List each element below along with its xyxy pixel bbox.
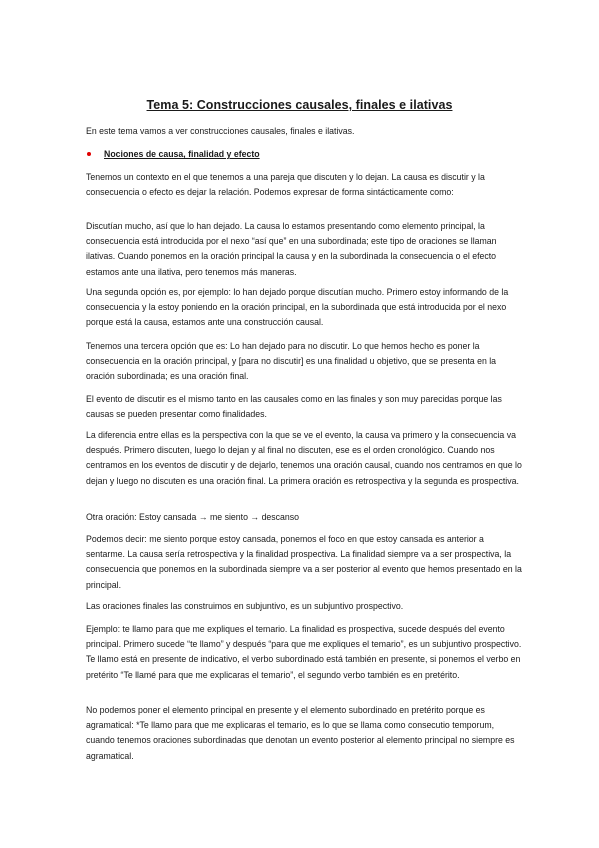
paragraph-final: Tenemos una tercera opción que es: Lo han dejado para no discutir. Lo que hemos hecho es poner la consecuencia en la oración principal, y [para no discutir] es una finalidad u objetivo, que se presenta en la oración subordinada; es una oración final. xyxy=(86,341,497,382)
paragraph-consecutio: No podemos poner el elemento principal en presente y el elemento subordinado en pretérito porque es agramatical: *Te llamo para que me explicaras el temario, es lo que se llama como consecutio temporum, cuando tenemos oraciones subordinadas que denotan un evento posterior al elemento principal no siempre es agramatical. xyxy=(86,705,515,761)
paragraph-subjuntivo: Las oraciones finales las construimos en subjuntivo, es un subjuntivo prospectivo. xyxy=(86,601,404,611)
paragraph-ejemplo: Ejemplo: te llamo para que me expliques el temario. La finalidad es prospectiva, sucede después del evento principal. Primero sucede “te llamo” y después “para que me expliques el temario”, es un subjuntivo prospectivo. Te llamo está en presente de indicativo, el verbo subordinado está también en presente, si ponemos el verbo en pretérito “Te llamé para que me explicaras el temario”, el segundo verbo también es en pretérito. xyxy=(86,624,522,680)
intro-paragraph: En este tema vamos a ver construcciones causales, finales e ilativas. xyxy=(86,126,355,136)
page-title: Tema 5: Construcciones causales, finales e ilativas xyxy=(146,98,453,112)
bullet-heading xyxy=(86,146,522,162)
paragraph-evento: El evento de discutir es el mismo tanto en las causales como en las finales y son muy parecidas porque las causas se pueden presentar como finalidades. xyxy=(86,394,502,420)
paragraph-context: Tenemos un contexto en el que tenemos a una pareja que discuten y lo dejan. La causa es discutir y la consecuencia o efecto es dejar la relación. Podemos expresar de forma sintácticamente como: xyxy=(86,172,485,198)
paragraph-podemos-decir: Podemos decir: me siento porque estoy cansada, ponemos el foco en que estoy cansada es anterior a sentarme. La causa sería retrospectiva y la finalidad prospectiva. La finalidad siempre va a ser prospectiva, la consecuencia que ponemos en la subordinada siempre va a ser posterior al evento que hemos presentado en la principal. xyxy=(86,534,522,590)
paragraph-causal: Una segunda opción es, por ejemplo: lo han dejado porque discutían mucho. Primero estoy informando de la consecuencia y la estoy poniendo en la oración principal, en la subordinada que está introducida por el nexo porque está la causa, estamos ante una construcción causal. xyxy=(86,287,509,328)
paragraph-otra-oracion: Otra oración: Estoy cansada → me siento → descanso xyxy=(86,512,300,522)
paragraph-diferencia: La diferencia entre ellas es la perspectiva con la que se ve el evento, la causa va primero y la consecuencia va después. Primero discuten, luego lo dejan y al final no discuten, ese es el orden cronológico. Cuando nos centramos en los eventos de discutir y de dejarlo, tenemos una oración causal, cuando nos centramos en que lo dejan y luego no discuten es una oración final. La primera oración es retrospectiva y la segunda es prospectiva. xyxy=(86,430,522,486)
bullet-dot-icon xyxy=(87,152,91,156)
bullet-heading-text: Nociones de causa, finalidad y efecto xyxy=(104,149,260,159)
paragraph-ilativa: Discutían mucho, así que lo han dejado. La causa lo estamos presentando como elemento principal, la consecuencia está introducida por el nexo “así que” en una subordinada; este tipo de oraciones se llaman ilativas. Cuando ponemos en la oración principal la causa y en la subordinada la consecuencia o el efecto estamos ante una ilativa, pero tenemos más maneras. xyxy=(86,221,497,277)
